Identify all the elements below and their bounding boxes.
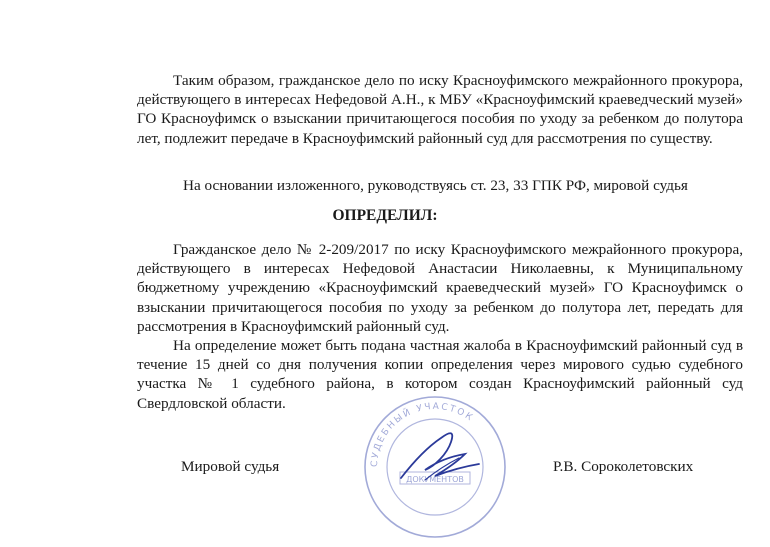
stamp-center-text: ДОКУМЕНТОВ	[406, 475, 464, 484]
paragraph-ruling: Гражданское дело № 2-209/2017 по иску Красноуфимского межрайонного прокурора, действующего в интересах Нефедовой Анастасии Николаевны, к Муниципальному бюджетному учреждению «Красноуфимский краеведческий музей» ГО Красноуфимск о взыскании причитающегося пособия по уходу за ребенком до полутора лет, передать для рассмотрения в Красноуфимский районный суд.	[137, 241, 743, 335]
paragraph-appeal: На определение может быть подана частная жалоба в Красноуфимский районный суд в течение 15 дней со дня получения копии определения через мирового судью судебного участка № 1 судебного района, в котором создан Красноуфимский районный суд Свердловской области.	[137, 337, 743, 412]
paragraph-basis: На основании изложенного, руководствуясь ст. 23, 33 ГПК РФ, мировой судья	[183, 177, 688, 194]
stamp-ring-text: СУДЕБНЫЙ УЧАСТОК	[369, 401, 476, 468]
judge-name: Р.В. Сороколетовских	[553, 458, 694, 475]
handwritten-signature	[395, 420, 485, 490]
ruling-heading: ОПРЕДЕЛИЛ:	[332, 207, 438, 224]
paragraph-conclusion: Таким образом, гражданское дело по иску Красноуфимского межрайонного прокурора, действующего в интересах Нефедовой А.Н., к МБУ «Красноуфимский краеведческий музей» ГО Красноуфимск о взыскании причитающегося пособия по уходу за ребенком до полутора лет, подлежит передаче в Красноуфимский районный суд для рассмотрения по существу.	[137, 72, 743, 147]
signature-title: Мировой судья	[181, 458, 280, 475]
